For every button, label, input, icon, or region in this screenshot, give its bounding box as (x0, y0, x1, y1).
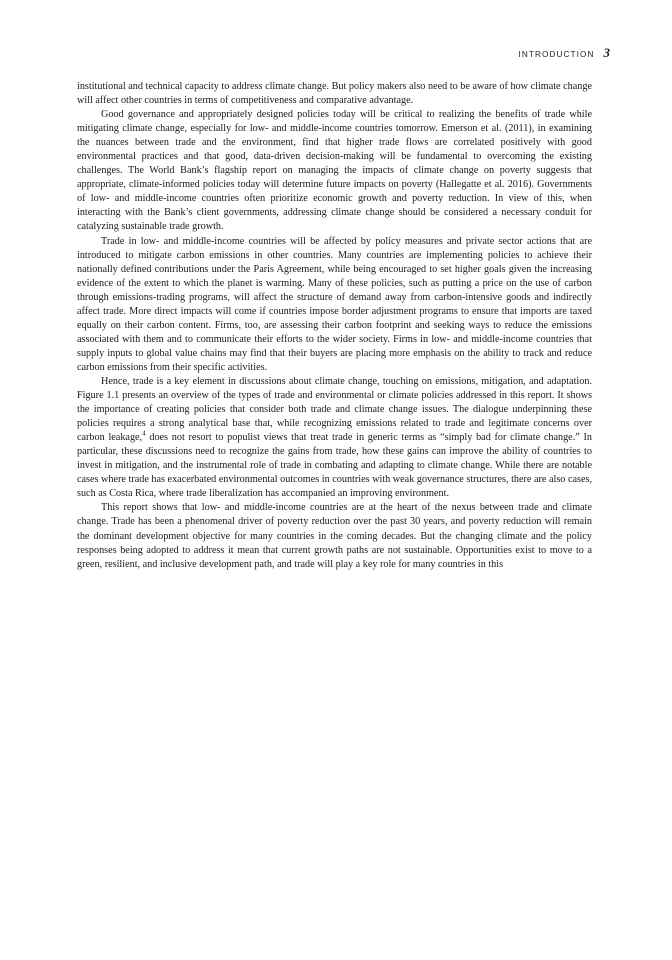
paragraph-4-text-a: Hence, trade is a key element in discussions about climate change, touching on emissions, mitigation, and adaptation. Figure 1.1 presents an overview of the types of trade and environmental or climate policies addressed in this report. It shows the importance of creating policies that consider both trade and climate change issues. The dialogue underpinning these policies requires a strong analytical base that, while recognizing emissions related to trade and legitimate concerns over carbon leakage, (77, 375, 592, 444)
footnote-reference: 4 (142, 429, 146, 438)
body-text (77, 80, 592, 572)
page-number: 3 (603, 45, 610, 60)
running-header (519, 45, 610, 61)
paragraph-5: This report shows that low- and middle-income countries are at the heart of the nexus between trade and climate change. Trade has been a phenomenal driver of poverty reduction over the past 30 years, and poverty reduction will remain the dominant development objective for many countries in the coming decades. But the changing climate and the policy responses being adopted to address it mean that current growth paths are not sustainable. Opportunities exist to move to a green, resilient, and inclusive development path, and trade will play a key role for many countries in this (77, 502, 592, 570)
paragraph-4 (77, 375, 592, 501)
paragraph-3: Trade in low- and middle-income countries will be affected by policy measures and private sector actions that are introduced to mitigate carbon emissions in other countries. Many countries are implementing policies to achieve their nationally defined contributions under the Paris Agreement, while being encouraged to set higher goals given the increasing evidence of the extent to which the planet is warming. Many of these policies, such as putting a price on the use of carbon through emissions-trading programs, will affect the structure of demand away from carbon-intensive goods and indirectly affect trade. More direct impacts will come if countries impose border adjustment programs to ensure that imports are taxed equally on their carbon content. Firms, too, are assessing their carbon footprint and seeking ways to reduce the emissions associated with them and to communicate their efforts to the wider society. Firms in low- and middle-income countries that supply inputs to global value chains may find that their buyers are placing more emphasis on the ability to track and reduce carbon emissions from their specific activities. (77, 235, 592, 373)
paragraph-1: institutional and technical capacity to address climate change. But policy makers also need to be aware of how climate change will affect other countries in terms of competitiveness and comparative advantage. (77, 81, 592, 107)
paragraph-4-text-b: does not resort to populist views that treat trade in generic terms as “simply bad for climate change.” In particular, these discussions need to recognize the gains from trade, how these gains can improve the ability of countries to invest in mitigation, and the instrumental role of trade in combating and adapting to climate change. While there are notable cases where trade has exacerbated environmental outcomes in countries with weak governance structures, there are also cases, such as Costa Rica, where trade liberalization has accompanied an improving environment. (77, 432, 592, 500)
paragraph-2: Good governance and appropriately designed policies today will be critical to realizing the benefits of trade while mitigating climate change, especially for low- and middle-income countries tomorrow. Emerson et al. (2011), in examining the nuances between trade and the environment, find that higher trade flows are correlated positively with good environmental practices and that good, data-driven decision-making will be fundamental to overcoming the existing challenges. The World Bank’s flagship report on managing the impacts of climate change on poverty suggests that appropriate, climate-informed policies today will determine future impacts on poverty (Hallegatte et al. 2016). Governments of low- and middle-income countries often prioritize economic growth and poverty reduction. In view of this, when interacting with the Bank’s client governments, addressing climate change should be considered a necessary conduit for catalyzing sustainable trade growth. (77, 109, 592, 233)
running-title: INTRODUCTION (518, 50, 595, 59)
